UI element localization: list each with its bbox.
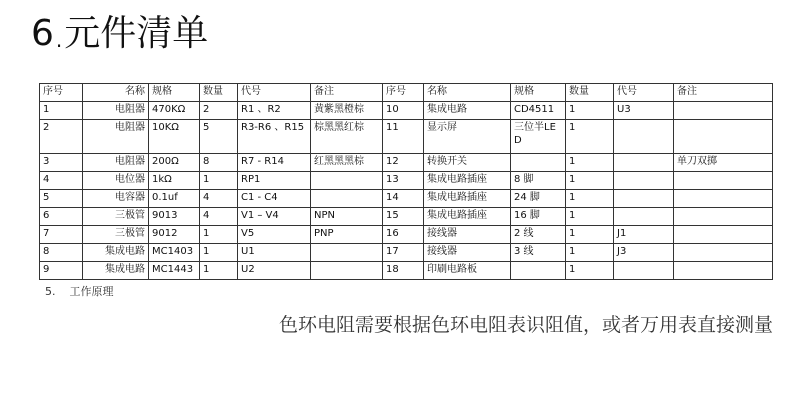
table-cell: 棕黑黑红棕	[311, 120, 383, 154]
table-cell: 10	[383, 102, 424, 120]
table-cell	[511, 262, 566, 280]
table-cell: 1	[566, 190, 614, 208]
table-cell: J3	[614, 244, 674, 262]
header-cell: 代号	[238, 84, 311, 102]
table-cell: 集成电路	[83, 262, 149, 280]
table-cell: 9013	[149, 208, 200, 226]
parts-table	[39, 83, 773, 280]
header-cell: 名称	[83, 84, 149, 102]
table-cell: 2 线	[511, 226, 566, 244]
table-cell: 8 脚	[511, 172, 566, 190]
table-cell: 4	[200, 208, 238, 226]
table-cell: 200Ω	[149, 154, 200, 172]
table-cell	[311, 190, 383, 208]
table-cell: U1	[238, 244, 311, 262]
table-cell: 集成电路	[83, 244, 149, 262]
table-cell: 1	[566, 226, 614, 244]
table-row	[40, 226, 773, 244]
table-cell: MC1443	[149, 262, 200, 280]
table-cell: 10KΩ	[149, 120, 200, 154]
table-cell: MC1403	[149, 244, 200, 262]
header-cell: 代号	[614, 84, 674, 102]
caption-text: 色环电阻需要根据色环电阻表识阻值，或者万用表直接测量	[278, 314, 773, 336]
table-cell: 4	[40, 172, 83, 190]
table-cell: 13	[383, 172, 424, 190]
table-cell: 1	[566, 120, 614, 154]
table-cell: R1 、R2	[238, 102, 311, 120]
table-cell: 电容器	[83, 190, 149, 208]
table-cell	[311, 262, 383, 280]
table-cell: CD4511	[511, 102, 566, 120]
table-cell: 11	[383, 120, 424, 154]
table-cell: 16 脚	[511, 208, 566, 226]
header-cell: 名称	[424, 84, 511, 102]
table-cell	[311, 172, 383, 190]
table-cell: 集成电路插座	[424, 190, 511, 208]
table-cell: 470KΩ	[149, 102, 200, 120]
cut-off-heading	[45, 285, 128, 298]
table-cell: 1	[566, 244, 614, 262]
table-row	[40, 190, 773, 208]
table-cell: R7 - R14	[238, 154, 311, 172]
table-cell: 7	[40, 226, 83, 244]
table-cell: 印刷电路板	[424, 262, 511, 280]
table-cell	[674, 208, 773, 226]
table-cell: 8	[200, 154, 238, 172]
table-cell: 电阻器	[83, 102, 149, 120]
table-cell: 6	[40, 208, 83, 226]
table-cell: 集成电路插座	[424, 172, 511, 190]
table-cell: 1	[200, 244, 238, 262]
table-cell	[511, 154, 566, 172]
table-cell: 1	[200, 262, 238, 280]
table-row	[40, 262, 773, 280]
table-cell: 2	[200, 102, 238, 120]
table-cell: 1	[200, 226, 238, 244]
table-cell	[674, 190, 773, 208]
table-row	[40, 102, 773, 120]
cut-off-number: 5.	[45, 285, 56, 298]
page-title	[31, 8, 208, 60]
cut-off-text: 工作原理	[69, 285, 114, 298]
table-cell: 三极管	[83, 208, 149, 226]
table-cell	[614, 154, 674, 172]
table-cell: PNP	[311, 226, 383, 244]
header-cell: 序号	[383, 84, 424, 102]
table-cell	[674, 172, 773, 190]
table-cell: 9	[40, 262, 83, 280]
table-cell: 接线器	[424, 226, 511, 244]
header-cell: 规格	[149, 84, 200, 102]
table-cell: 1	[566, 172, 614, 190]
table-cell	[614, 120, 674, 154]
table-cell: U2	[238, 262, 311, 280]
table-cell: 电位器	[83, 172, 149, 190]
table-cell: 红黑黑黑棕	[311, 154, 383, 172]
table-cell	[614, 262, 674, 280]
table-cell: V5	[238, 226, 311, 244]
table-cell: 3	[40, 154, 83, 172]
table-cell: NPN	[311, 208, 383, 226]
table-cell: 显示屏	[424, 120, 511, 154]
table-cell: V1 – V4	[238, 208, 311, 226]
table-cell: 1	[566, 154, 614, 172]
table-cell: 单刀双掷	[674, 154, 773, 172]
table-cell	[674, 226, 773, 244]
table-cell: C1 - C4	[238, 190, 311, 208]
table-cell	[614, 208, 674, 226]
table-cell: 15	[383, 208, 424, 226]
table-cell: R3-R6 、R15	[238, 120, 311, 154]
table-cell: 电阻器	[83, 120, 149, 154]
table-cell: 16	[383, 226, 424, 244]
table-cell	[674, 262, 773, 280]
table-cell: 1	[566, 208, 614, 226]
table-cell: 9012	[149, 226, 200, 244]
table-row	[40, 120, 773, 154]
table-row	[40, 244, 773, 262]
table-cell: 集成电路	[424, 102, 511, 120]
table-cell: 黄紫黑橙棕	[311, 102, 383, 120]
table-cell	[614, 172, 674, 190]
table-cell: 8	[40, 244, 83, 262]
table-cell	[674, 102, 773, 120]
table-cell: 1	[40, 102, 83, 120]
title-text: 元件清单	[64, 13, 209, 54]
table-cell: 电阻器	[83, 154, 149, 172]
table-cell: 1	[566, 102, 614, 120]
table-cell: 0.1uf	[149, 190, 200, 208]
table-cell: 3 线	[511, 244, 566, 262]
table-cell: 1	[200, 172, 238, 190]
header-cell: 备注	[674, 84, 773, 102]
table-cell	[614, 190, 674, 208]
table-row	[40, 172, 773, 190]
table-cell: 24 脚	[511, 190, 566, 208]
table-cell: 12	[383, 154, 424, 172]
table-cell	[674, 244, 773, 262]
table-cell	[674, 120, 773, 154]
table-cell: 18	[383, 262, 424, 280]
header-cell: 规格	[511, 84, 566, 102]
table-header-row	[40, 84, 773, 102]
table-cell: 17	[383, 244, 424, 262]
table-cell	[311, 244, 383, 262]
table-cell: 14	[383, 190, 424, 208]
table-cell: 1kΩ	[149, 172, 200, 190]
table-row	[40, 208, 773, 226]
header-cell: 备注	[311, 84, 383, 102]
table-cell: 转换开关	[424, 154, 511, 172]
table-cell: 5	[40, 190, 83, 208]
table-cell: 接线器	[424, 244, 511, 262]
table-cell: 1	[566, 262, 614, 280]
header-cell: 序号	[40, 84, 83, 102]
table-row	[40, 154, 773, 172]
title-dot: .	[55, 28, 63, 52]
table-cell: 三位半LED	[511, 120, 566, 154]
table-cell: 集成电路插座	[424, 208, 511, 226]
title-number: 6	[31, 13, 54, 54]
table-cell: RP1	[238, 172, 311, 190]
table-cell: U3	[614, 102, 674, 120]
table-cell: J1	[614, 226, 674, 244]
parts-table-body	[40, 84, 773, 280]
table-cell: 三极管	[83, 226, 149, 244]
table-cell: 5	[200, 120, 238, 154]
header-cell: 数量	[566, 84, 614, 102]
table-cell: 4	[200, 190, 238, 208]
table-cell: 2	[40, 120, 83, 154]
header-cell: 数量	[200, 84, 238, 102]
